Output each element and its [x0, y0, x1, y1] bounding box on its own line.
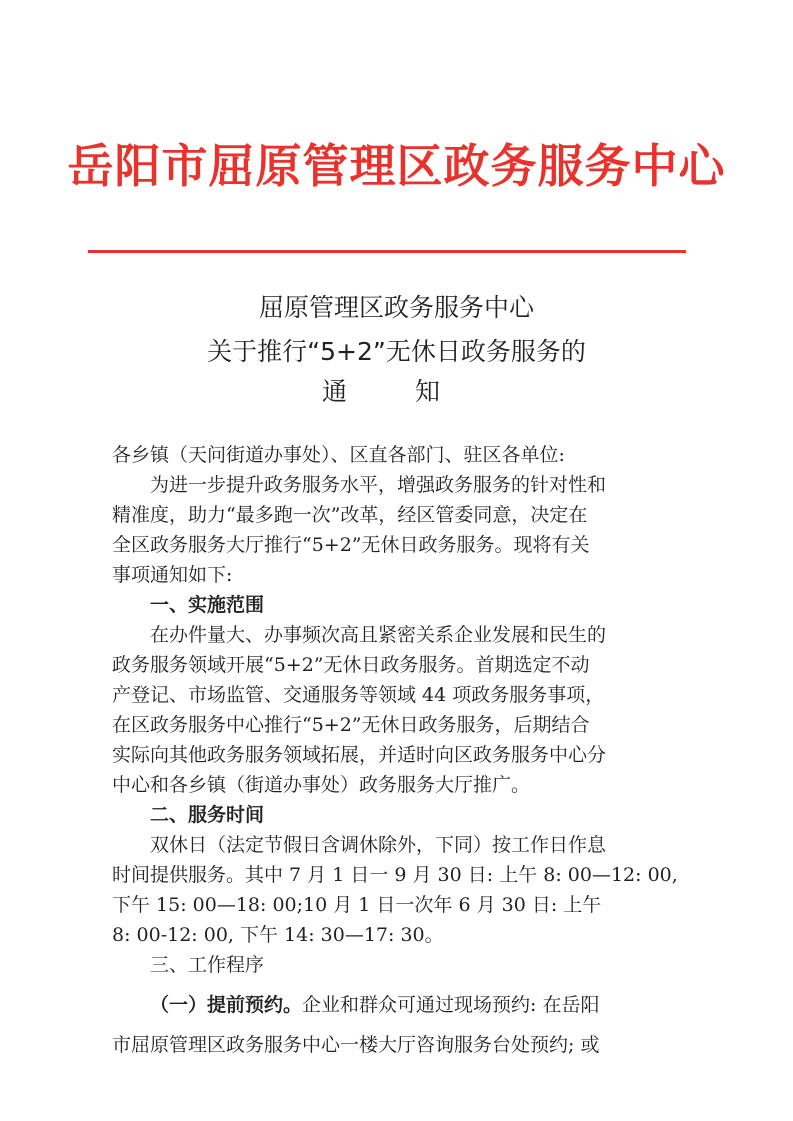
- section1-line-3: 产登记、市场监管、交通服务等领域 44 项政务服务事项，: [112, 684, 605, 706]
- salutation: 各乡镇（天问街道办事处）、区直各部门、驻区各单位:: [112, 444, 565, 466]
- doc-title-line1: 屈原管理区政务服务中心: [258, 293, 534, 322]
- section1-heading: 一、实施范围: [150, 594, 265, 616]
- doc-title-line2: 关于推行“5+2”无休日政务服务的: [207, 337, 586, 366]
- subsection1-line-2: 市屈原管理区政务服务中心一楼大厅咨询服务台处预约; 或: [112, 1034, 600, 1056]
- section2-line-4: 8: 00-12: 00, 下午 14: 30—17: 30。: [112, 924, 444, 946]
- intro-line-1: 为进一步提升政务服务水平，增强政务服务的针对性和: [150, 474, 607, 496]
- header-red-rule: [88, 250, 686, 253]
- section2-line-3: 下午 15: 00—18: 00;10 月 1 日一次年 6 月 30 日: 上午: [112, 894, 602, 916]
- doc-title-char-1: 通: [322, 377, 348, 406]
- intro-line-4: 事项通知如下:: [112, 564, 233, 586]
- subsection1-text: 企业和群众可通过现场预约: 在岳阳: [302, 994, 600, 1016]
- section2-line-2: 时间提供服务。其中 7 月 1 日一 9 月 30 日: 上午 8: 00—12: 00,: [112, 864, 678, 886]
- section1-line-4: 在区政务服务中心推行“5+2”无休日政务服务，后期结合: [112, 714, 590, 736]
- intro-line-2: 精准度，助力“最多跑一次”改革，经区管委同意，决定在: [112, 504, 588, 526]
- doc-title-char-2: 知: [415, 377, 441, 406]
- org-header-title: 岳阳市屈原管理区政务服务中心: [67, 139, 726, 193]
- section1-line-5: 实际向其他政务服务领域拓展，并适时向区政务服务中心分: [112, 744, 607, 766]
- doc-title-line3: [322, 372, 440, 408]
- subsection1-label: （一）提前预约。: [150, 994, 303, 1016]
- section1-line-1: 在办件量大、办事频次高且紧密关系企业发展和民生的: [150, 624, 607, 646]
- section3-heading: 三、工作程序: [150, 954, 265, 976]
- section2-line-1: 双休日（法定节假日含调休除外，下同）按工作日作息: [150, 834, 607, 856]
- subsection1-line-1: [150, 990, 599, 1017]
- section1-line-6: 中心和各乡镇（街道办事处）政务服务大厅推广。: [112, 774, 531, 796]
- intro-line-3: 全区政务服务大厅推行“5+2”无休日政务服务。现将有关: [112, 534, 590, 556]
- section2-heading: 二、服务时间: [150, 804, 265, 826]
- section1-line-2: 政务服务领域开展“5+2”无休日政务服务。首期选定不动: [112, 654, 590, 676]
